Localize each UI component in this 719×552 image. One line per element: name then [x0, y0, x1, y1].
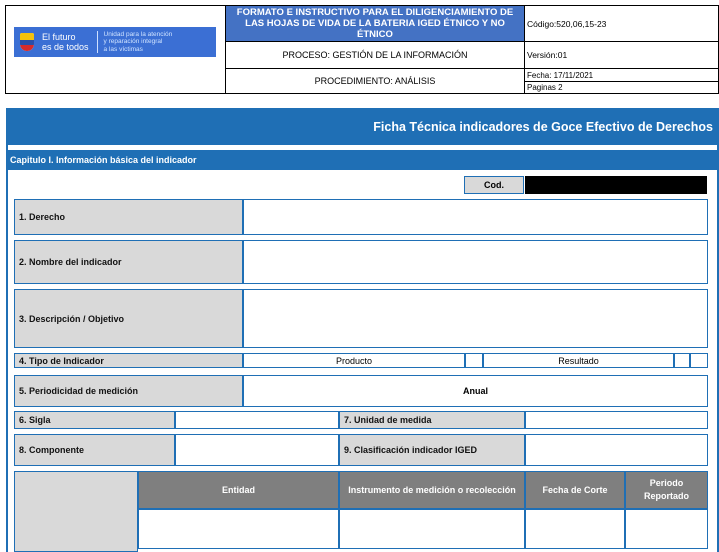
table-cell-periodo[interactable] [625, 509, 708, 549]
chapter-bar [6, 150, 719, 170]
table-header-fecha-corte: Fecha de Corte [525, 471, 625, 509]
logo-line1: El futuro [42, 32, 76, 42]
document-header [5, 5, 719, 94]
fecha: Fecha: 17/11/2021 [527, 70, 594, 80]
logo [14, 27, 216, 57]
sigla-label: 6. Sigla [14, 411, 175, 429]
nombre-label: 2. Nombre del indicador [14, 240, 243, 284]
colombia-shield-icon [20, 33, 34, 51]
org-line3: a las víctimas [103, 45, 143, 53]
tipo-resultado-checkbox[interactable] [674, 353, 690, 368]
clasificacion-field[interactable] [525, 434, 708, 466]
derecho-label: 1. Derecho [14, 199, 243, 235]
paginas: Paginas 2 [527, 83, 563, 92]
procedimiento: PROCEDIMIENTO: ANÁLISIS [314, 76, 436, 86]
tipo-resultado: Resultado [483, 353, 674, 368]
form-banner [6, 108, 719, 145]
table-cell-entidad[interactable] [138, 509, 339, 549]
periodicidad-value[interactable]: Anual [243, 375, 708, 407]
unidad-field[interactable] [525, 411, 708, 429]
proceso: PROCESO: GESTIÓN DE LA INFORMACIÓN [282, 50, 468, 60]
table-cell-instrumento[interactable] [339, 509, 525, 549]
sigla-field[interactable] [175, 411, 339, 429]
table-cell-fecha-corte[interactable] [525, 509, 625, 549]
unidad-label: 7. Unidad de medida [339, 411, 525, 429]
chapter-title: Capitulo I. Información básica del indicador [10, 155, 197, 165]
codigo: Código:520,06,15-23 [527, 18, 607, 29]
version: Versión:01 [527, 50, 568, 60]
document-title: FORMATO E INSTRUCTIVO PARA EL DILIGENCIAMIENTO DE LAS HOJAS DE VIDA DE LA BATERIA IGED ÉTNICO Y NO ÉTNICO [226, 6, 524, 41]
logo-line2: es de todos [42, 42, 89, 52]
org-line1: Unidad para la atención [103, 30, 173, 38]
table-header-periodo: Periodo Reportado [625, 471, 708, 509]
banner-title: Ficha Técnica indicadores de Goce Efectivo de Derechos [373, 119, 713, 134]
descripcion-label: 3. Descripción / Objetivo [14, 289, 243, 348]
componente-field[interactable] [175, 434, 339, 466]
derecho-field[interactable] [243, 199, 708, 235]
tipo-label: 4. Tipo de Indicador [14, 353, 243, 368]
tipo-extra-cell [690, 353, 708, 368]
clasificacion-label: 9. Clasificación indicador IGED [339, 434, 525, 466]
nombre-field[interactable] [243, 240, 708, 284]
descripcion-field[interactable] [243, 289, 708, 348]
table-header-entidad: Entidad [138, 471, 339, 509]
tipo-producto-checkbox[interactable] [465, 353, 483, 368]
org-line2: y reparación integral [103, 38, 163, 46]
table-side-label [14, 471, 138, 552]
tipo-producto: Producto [243, 353, 465, 368]
periodicidad-label: 5. Periodicidad de medición [14, 375, 243, 407]
componente-label: 8. Componente [14, 434, 175, 466]
cod-label: Cod. [464, 176, 524, 194]
table-header-instrumento: Instrumento de medición o recolección [339, 471, 525, 509]
cod-value[interactable] [525, 176, 707, 194]
